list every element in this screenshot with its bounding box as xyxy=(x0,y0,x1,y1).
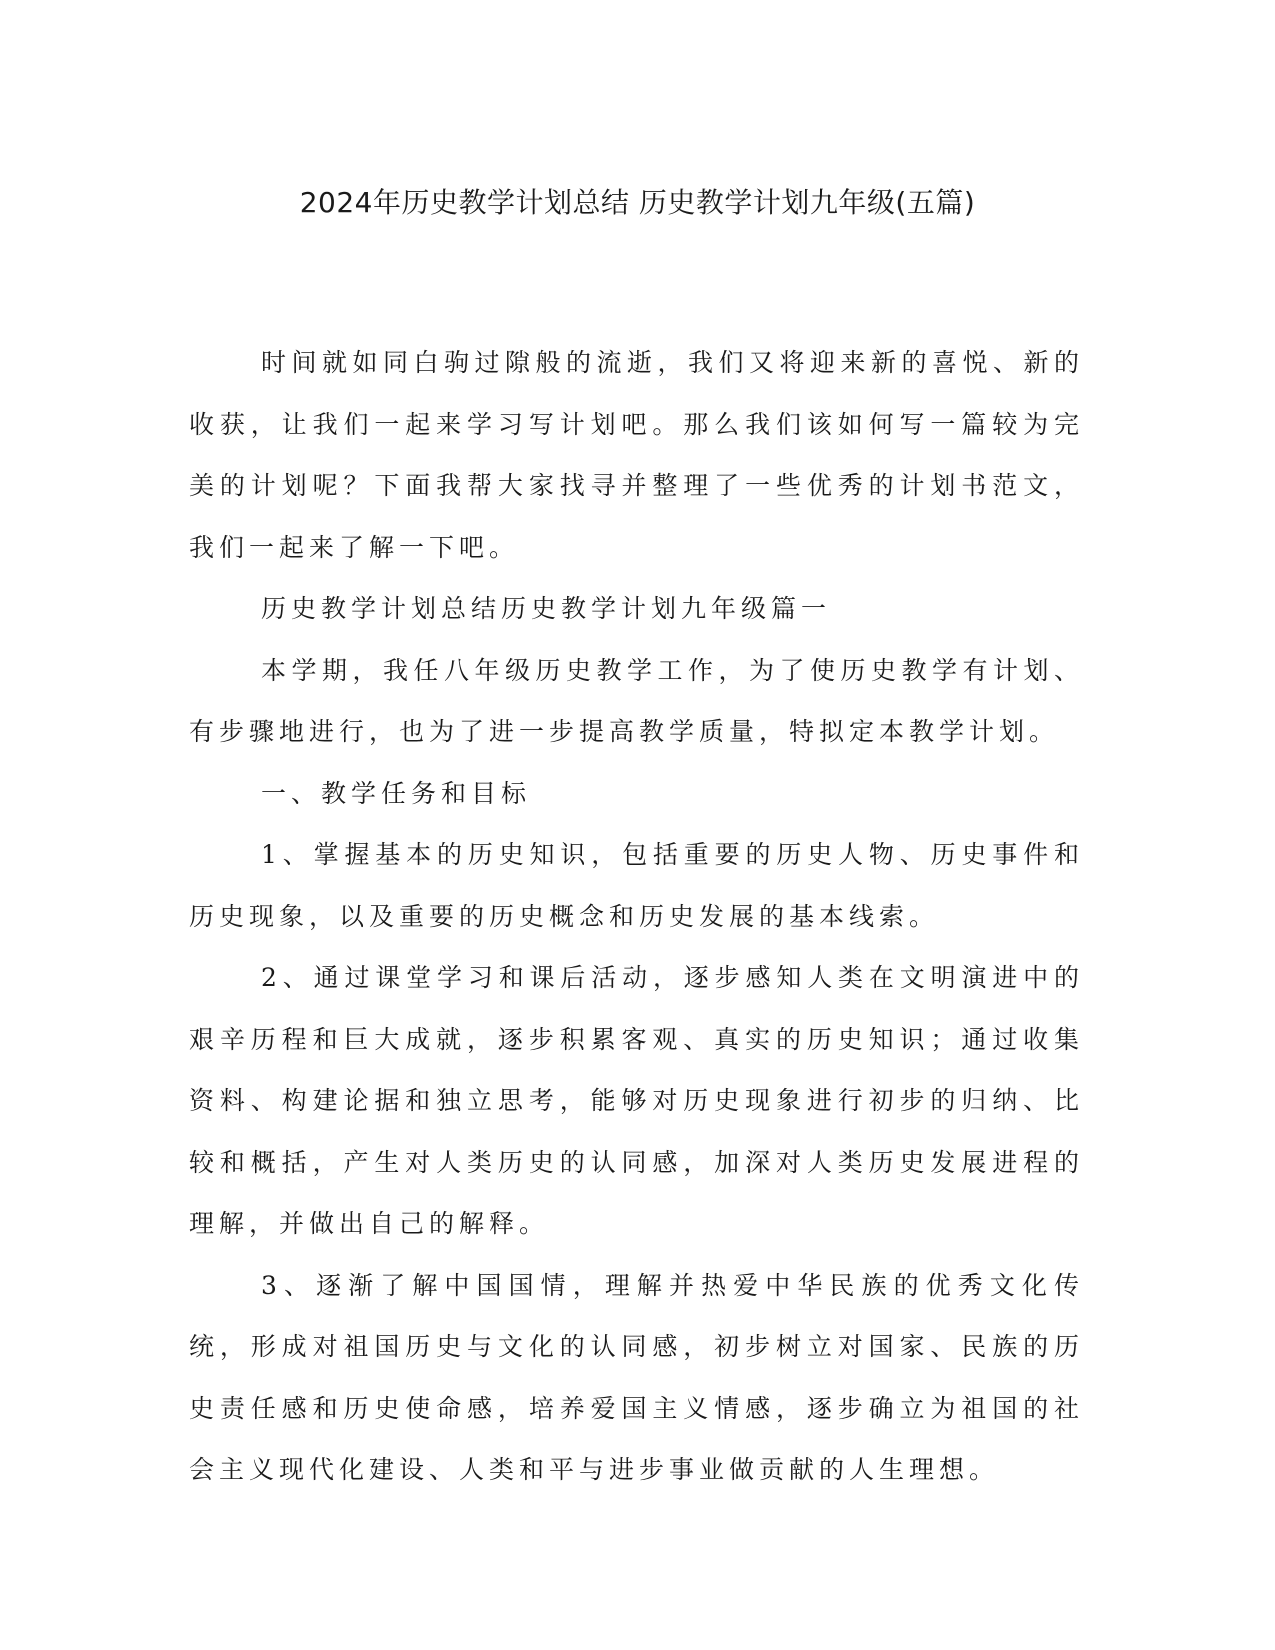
list-item: 2、通过课堂学习和课后活动，逐步感知人类在文明演进中的艰辛历程和巨大成就，逐步积累客观、真实的历史知识；通过收集资料、构建论据和独立思考，能够对历史现象进行初步的归纳、比较和概括，产生对人类历史的认同感，加深对人类历史发展进程的理解，并做出自己的解释。 xyxy=(189,963,1084,1238)
list-item: 1、掌握基本的历史知识，包括重要的历史人物、历史事件和历史现象，以及重要的历史概念和历史发展的基本线索。 xyxy=(189,840,1084,931)
list-item: 3、逐渐了解中国国情，理解并热爱中华民族的优秀文化传统，形成对祖国历史与文化的认同感，初步树立对国家、民族的历史责任感和历史使命感，培养爱国主义情感，逐步确立为祖国的社会主义现代化建设、人类和平与进步事业做贡献的人生理想。 xyxy=(189,1270,1084,1484)
body-paragraph: 本学期，我任八年级历史教学工作，为了使历史教学有计划、有步骤地进行，也为了进一步提高教学质量，特拟定本教学计划。 xyxy=(189,655,1084,746)
document-body xyxy=(189,332,1084,1501)
document-title: 2024年历史教学计划总结 历史教学计划九年级(五篇) xyxy=(299,186,976,219)
intro-paragraph: 时间就如同白驹过隙般的流逝，我们又将迎来新的喜悦、新的收获，让我们一起来学习写计划吧。那么我们该如何写一篇较为完美的计划呢？下面我帮大家找寻并整理了一些优秀的计划书范文，我们一起来了解一下吧。 xyxy=(189,348,1084,562)
subheading: 一、教学任务和目标 xyxy=(261,778,532,808)
section-heading: 历史教学计划总结历史教学计划九年级篇一 xyxy=(261,594,832,623)
